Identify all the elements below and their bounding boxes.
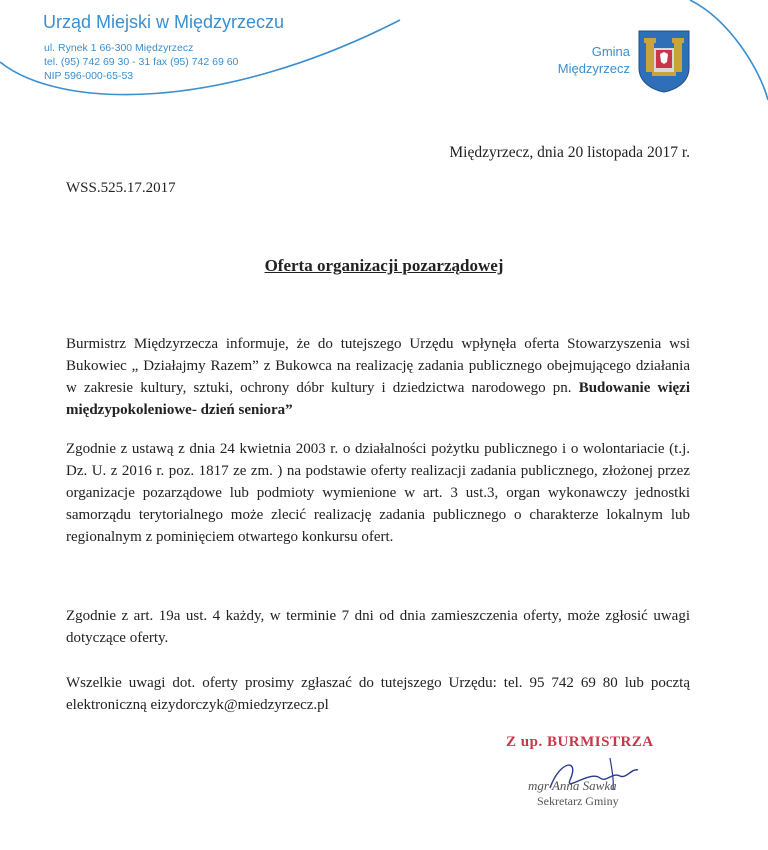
office-nip: NIP 596-000-65-53 <box>44 70 134 82</box>
gmina-label-1: Gmina <box>591 44 630 59</box>
paragraph-2: Zgodnie z ustawą z dnia 24 kwietnia 2003 r. o działalności pożytku publicznego i o wolontariacie (t.j. Dz. U. z 2016 r. poz. 1817 ze zm. ) na podstawie oferty realizacji zadania publicznego, złożonej przez organizacje pozarządowe lub podmioty wymienione w art. 3 ust.3, organ wykonawczy jednostki samorządu terytorialnego może zlecić realizację zadania publicznego o charakterze lokalnym lub regionalnym z pominięciem otwartego konkursu ofert. <box>66 441 690 545</box>
gmina-label-2: Międzyrzecz <box>557 61 630 76</box>
office-name: Urząd Miejski w Międzyrzeczu <box>43 12 285 32</box>
reference-number: WSS.525.17.2017 <box>66 180 176 196</box>
coat-of-arms-icon <box>636 28 692 94</box>
paragraph-4: Wszelkie uwagi dot. oferty prosimy zgłaszać do tutejszego Urzędu: tel. 95 742 69 80 lub pocztą elektroniczną eizydorczyk@miedzyrzecz.pl <box>66 675 690 713</box>
task-name: Budowanie więzi międzypokoleniowe- dzień seniora” <box>66 380 690 418</box>
stamp-position: Sekretarz Gminy <box>537 794 619 808</box>
office-address: ul. Rynek 1 66-300 Międzyrzecz <box>44 42 194 54</box>
document-heading: Oferta organizacji pozarządowej <box>264 256 504 275</box>
office-phone: tel. (95) 742 69 30 - 31 fax (95) 742 69 60 <box>44 56 239 68</box>
stamp-title: Z up. BURMISTRZA <box>506 734 654 750</box>
place-date: Międzyrzecz, dnia 20 listopada 2017 r. <box>449 144 690 161</box>
paragraph-1 <box>66 333 690 421</box>
paragraph-3: Zgodnie z art. 19a ust. 4 każdy, w terminie 7 dni od dnia zamieszczenia oferty, może zgłosić uwagi dotyczące oferty. <box>66 608 690 646</box>
stamp-name: mgr Anna Sawka <box>528 778 617 793</box>
paragraph-1-text: Burmistrz Międzyrzecza informuje, że do tutejszego Urzędu wpłynęła oferta Stowarzyszenia wsi Bukowiec „ Działajmy Razem” z Bukowca na realizację zadania publicznego obejmującego działania w zakresie kultury, sztuki, ochrony dóbr kultury i dziedzictwa narodowego pn. <box>66 336 690 396</box>
